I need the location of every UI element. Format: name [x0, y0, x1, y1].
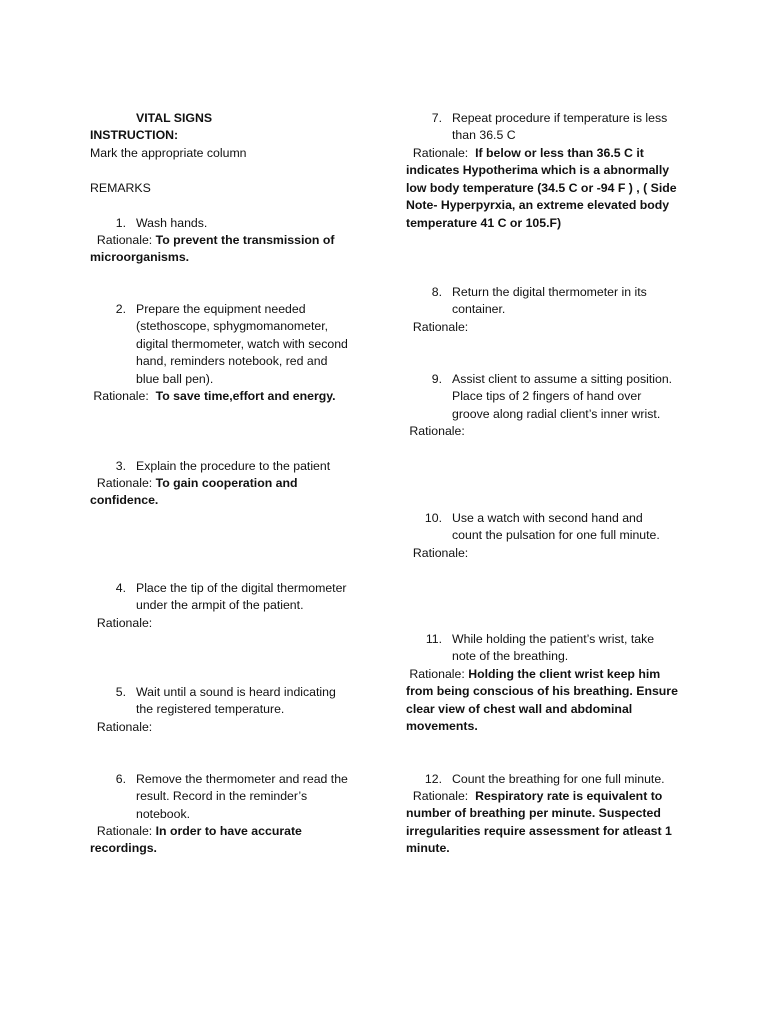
- step-line: than 36.5 C: [452, 128, 516, 143]
- rationale-label: Rationale:: [412, 546, 469, 560]
- step-line: result. Record in the reminder’s: [136, 789, 308, 804]
- step-number: 4.: [115, 581, 126, 595]
- step-line: note of the breathing.: [452, 649, 569, 664]
- rationale-text: recordings.: [90, 841, 157, 856]
- rationale-text: temperature 41 C or 105.F): [406, 215, 562, 230]
- rationale-11: [406, 666, 706, 736]
- rationale-label: Rationale:: [412, 146, 469, 160]
- rationale-text: indicates Hypotherima which is a abnormally: [406, 163, 670, 178]
- instruction-label: INSTRUCTION:: [90, 128, 179, 142]
- step-line: container.: [452, 302, 506, 317]
- rationale-label: Rationale:: [96, 720, 153, 734]
- rationale-text: Respiratory rate is equivalent to: [475, 789, 663, 803]
- rationale-10: [406, 545, 706, 562]
- rationale-text: confidence.: [90, 493, 159, 508]
- step-number: 9.: [431, 372, 442, 386]
- step-line: Place tips of 2 fingers of hand over: [452, 389, 642, 404]
- rationale-12: [406, 788, 706, 858]
- rationale-label: Rationale:: [409, 424, 465, 438]
- step-number: 1.: [115, 216, 126, 230]
- step-line: Wait until a sound is heard indicating: [136, 685, 336, 699]
- rationale-1: [90, 232, 390, 267]
- step-number: 6.: [115, 772, 126, 786]
- rationale-label: Rationale:: [409, 667, 465, 681]
- step-line: count the pulsation for one full minute.: [452, 528, 660, 543]
- rationale-2: [90, 388, 390, 405]
- rationale-text: from being conscious of his breathing. Ensure: [406, 684, 678, 699]
- rationale-text: number of breathing per minute. Suspected: [406, 806, 661, 821]
- rationale-text: movements.: [406, 719, 478, 734]
- rationale-text: To save time,effort and energy.: [155, 389, 336, 403]
- remarks-label: REMARKS: [90, 181, 151, 195]
- instruction-text: Mark the appropriate column: [90, 146, 247, 160]
- rationale-label: Rationale:: [96, 476, 153, 490]
- step-line: Place the tip of the digital thermometer: [136, 581, 347, 595]
- step-number: 10.: [424, 511, 442, 525]
- step-line: (stethoscope, sphygmomanometer,: [136, 319, 329, 334]
- rationale-text: Holding the client wrist keep him: [468, 667, 661, 681]
- rationale-4: [90, 615, 390, 632]
- step-line: Prepare the equipment needed: [136, 302, 306, 316]
- step-line: Assist client to assume a sitting position.: [452, 372, 673, 386]
- step-line: Count the breathing for one full minute.: [452, 772, 665, 786]
- step-number: 8.: [431, 285, 442, 299]
- step-line: under the armpit of the patient.: [136, 598, 304, 613]
- step-line: hand, reminders notebook, red and: [136, 354, 328, 369]
- step-line: Return the digital thermometer in its: [452, 285, 647, 299]
- rationale-label: Rationale:: [96, 616, 153, 630]
- rationale-6: [90, 823, 390, 858]
- rationale-5: [90, 719, 390, 736]
- rationale-label: Rationale:: [96, 233, 153, 247]
- step-line: Repeat procedure if temperature is less: [452, 111, 668, 125]
- rationale-label: Rationale:: [93, 389, 149, 403]
- step-line: Explain the procedure to the patient: [136, 459, 331, 473]
- step-number: 11.: [425, 632, 442, 646]
- rationale-text: minute.: [406, 841, 450, 856]
- rationale-3: [90, 475, 390, 510]
- step-line: Use a watch with second hand and: [452, 511, 643, 525]
- rationale-text: If below or less than 36.5 C it: [475, 146, 644, 160]
- step-line: the registered temperature.: [136, 702, 285, 717]
- step-line: blue ball pen).: [136, 371, 214, 386]
- rationale-text: clear view of chest wall and abdominal: [406, 701, 633, 716]
- rationale-text: irregularities require assessment for atleast 1: [406, 823, 672, 838]
- step-number: 7.: [431, 111, 442, 125]
- rationale-text: Note- Hyperpyrxia, an extreme elevated body: [406, 198, 670, 213]
- rationale-8: [406, 319, 706, 336]
- step-line: Wash hands.: [136, 216, 208, 230]
- rationale-7: [406, 145, 706, 232]
- step-line: notebook.: [136, 806, 191, 821]
- step-line: Remove the thermometer and read the: [136, 772, 348, 786]
- step-number: 5.: [115, 685, 126, 699]
- step-number: 2.: [115, 302, 126, 316]
- rationale-9: [406, 423, 706, 440]
- rationale-label: Rationale:: [412, 320, 469, 334]
- step-line: digital thermometer, watch with second: [136, 336, 348, 351]
- document-title: VITAL SIGNS: [136, 111, 213, 125]
- rationale-text: To gain cooperation and: [155, 476, 298, 490]
- rationale-text: low body temperature (34.5 C or -94 F ) , ( Side: [406, 180, 677, 195]
- rationale-text: To prevent the transmission of: [155, 233, 335, 247]
- step-line: groove along radial client’s inner wrist.: [452, 406, 661, 421]
- step-line: While holding the patient’s wrist, take: [452, 632, 655, 646]
- rationale-text: In order to have accurate: [155, 824, 302, 838]
- step-number: 12.: [424, 772, 442, 786]
- rationale-text: microorganisms.: [90, 250, 190, 265]
- rationale-label: Rationale:: [96, 824, 153, 838]
- rationale-label: Rationale:: [412, 789, 469, 803]
- step-number: 3.: [115, 459, 126, 473]
